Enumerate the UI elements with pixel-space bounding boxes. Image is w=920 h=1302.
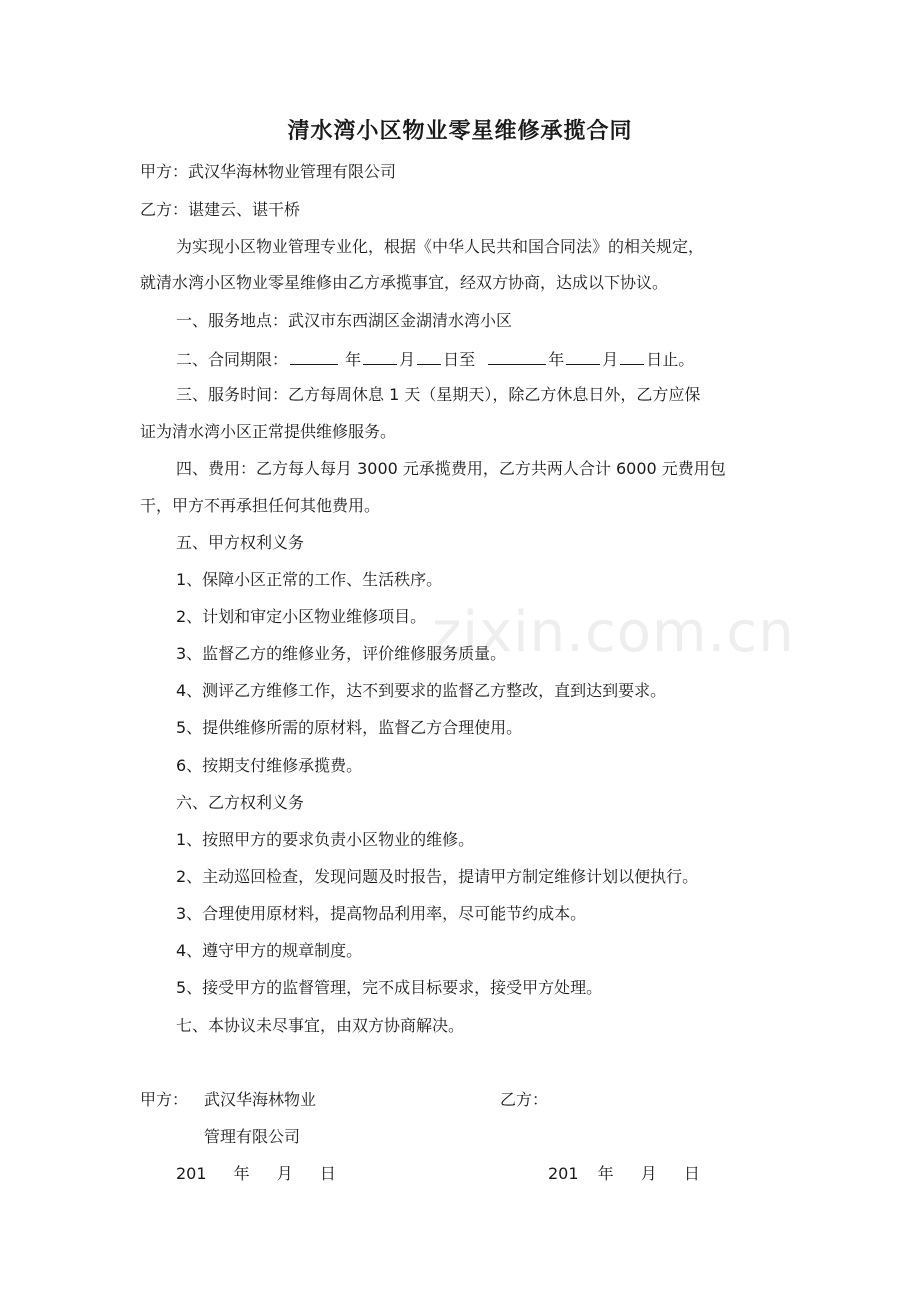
party-b-duty-item: 4、遵守甲方的规章制度。 [176, 941, 363, 960]
party-a-duty-item: 1、保障小区正常的工作、生活秩序。 [176, 570, 443, 589]
intro-line-2: 就清水湾小区物业零星维修由乙方承揽事宜，经双方协商，达成以下协议。 [140, 273, 669, 292]
section-7-closing: 七、本协议未尽事宜，由双方协商解决。 [176, 1016, 465, 1035]
period-year-1: 年 [345, 350, 362, 369]
blank-month-start [363, 346, 397, 365]
section-3-line-1: 三、服务时间：乙方每周休息 1 天（星期天），除乙方休息日外，乙方应保 [176, 385, 701, 404]
watermark-text: zixin.com.cn [432, 600, 795, 665]
party-a-duty-item: 4、测评乙方维修工作，达不到要求的监督乙方整改，直到达到要求。 [176, 681, 667, 700]
date-b-day: 日 [683, 1164, 700, 1183]
section-4-line-1: 四、费用：乙方每人每月 3000 元承揽费用，乙方共两人合计 6000 元费用包 [176, 459, 726, 478]
date-a-day: 日 [319, 1164, 336, 1183]
party-b-duty-item: 1、按照甲方的要求负责小区物业的维修。 [176, 830, 475, 849]
period-month-2: 月 [602, 350, 619, 369]
period-month-1: 月 [399, 350, 416, 369]
party-a-duty-item: 5、提供维修所需的原材料，监督乙方合理使用。 [176, 718, 523, 737]
date-a-month: 月 [276, 1164, 293, 1183]
date-b-year-prefix: 201 [548, 1164, 579, 1183]
period-day-1: 日至 [443, 350, 476, 369]
date-party-a [176, 1163, 336, 1185]
date-party-b [548, 1163, 700, 1185]
signature-party-a-name-2: 管理有限公司 [204, 1127, 301, 1146]
period-day-2: 日止。 [646, 350, 695, 369]
section-5-heading: 五、甲方权利义务 [176, 533, 305, 552]
blank-day-end [620, 346, 644, 365]
blank-year-start [290, 346, 338, 365]
signature-party-b-label: 乙方： [500, 1090, 549, 1109]
party-b-duty-item: 2、主动巡回检查，发现问题及时报告，提请甲方制定维修计划以便执行。 [176, 867, 699, 886]
blank-day-start [417, 346, 441, 365]
period-year-2: 年 [548, 350, 565, 369]
signature-party-a-name-1: 武汉华海林物业 [204, 1090, 317, 1109]
blank-year-end [488, 346, 546, 365]
period-prefix: 二、合同期限： [176, 350, 289, 369]
section-4-line-2: 干，甲方不再承担任何其他费用。 [140, 496, 381, 515]
party-a-duty-item: 2、计划和审定小区物业维修项目。 [176, 607, 427, 626]
party-b-duty-item: 3、合理使用原材料，提高物品利用率，尽可能节约成本。 [176, 904, 587, 923]
document-title: 清水湾小区物业零星维修承揽合同 [287, 118, 633, 144]
section-6-heading: 六、乙方权利义务 [176, 793, 305, 812]
date-a-year-prefix: 201 [176, 1164, 207, 1183]
party-a-duty-item: 6、按期支付维修承揽费。 [176, 756, 363, 775]
blank-month-end [566, 346, 600, 365]
section-1-location: 一、服务地点：武汉市东西湖区金湖清水湾小区 [176, 311, 513, 330]
intro-line-1: 为实现小区物业管理专业化，根据《中华人民共和国合同法》的相关规定， [176, 237, 705, 256]
date-b-month: 月 [640, 1164, 657, 1183]
date-a-year: 年 [233, 1164, 250, 1183]
signature-party-a-label: 甲方： [140, 1090, 189, 1109]
party-b-line: 乙方：谌建云、谌干桥 [140, 200, 301, 219]
party-b-duty-item: 5、接受甲方的监督管理，完不成目标要求，接受甲方处理。 [176, 978, 603, 997]
date-b-year: 年 [597, 1164, 614, 1183]
section-2-period [176, 346, 694, 371]
party-a-duty-item: 3、监督乙方的维修业务，评价维修服务质量。 [176, 644, 507, 663]
section-3-line-2: 证为清水湾小区正常提供维修服务。 [140, 422, 397, 441]
party-a-line: 甲方：武汉华海林物业管理有限公司 [140, 162, 397, 181]
